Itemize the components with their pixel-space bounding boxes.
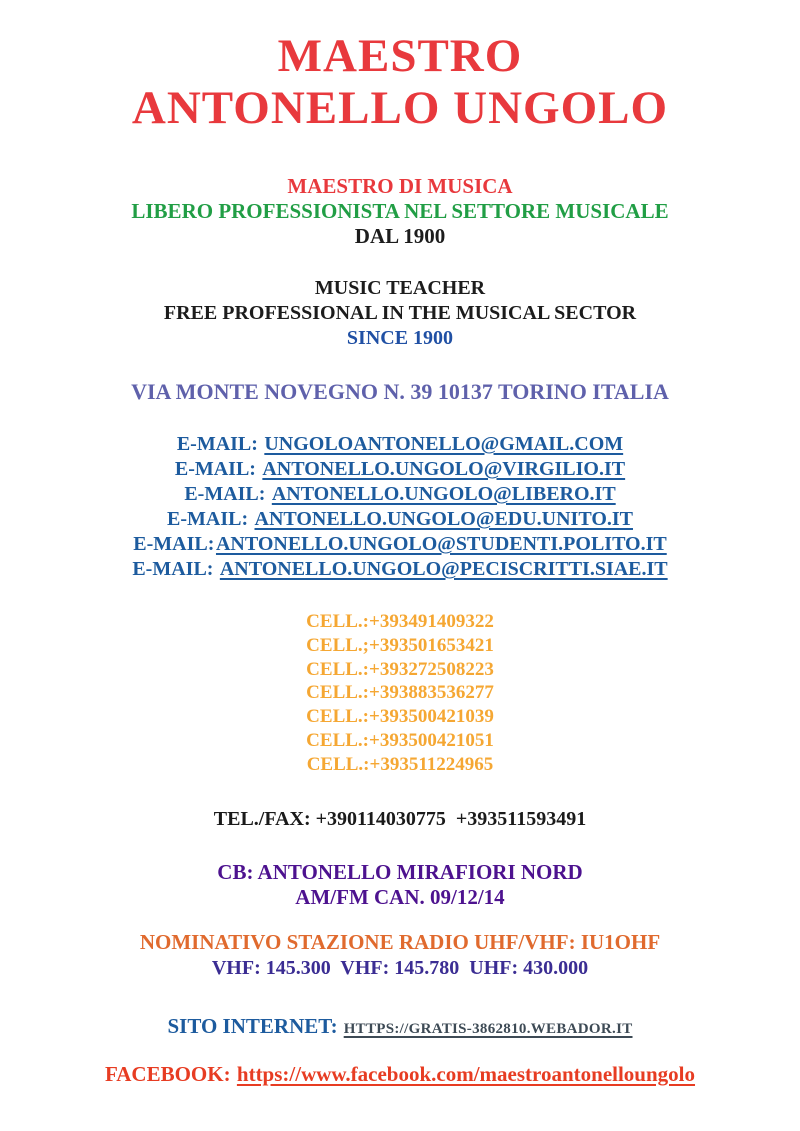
italian-since: DAL 1900 (354, 224, 446, 248)
page-title (0, 30, 800, 134)
subtitle-italian (0, 174, 800, 249)
radio-callsign: NOMINATIVO STAZIONE RADIO UHF/VHF: IU1OHF (139, 929, 661, 954)
facebook-label: FACEBOOK: (104, 1061, 231, 1086)
cell-number: CELL.:+393511224965 (306, 753, 494, 775)
email-link-unito[interactable]: ANTONELLO.UNGOLO@EDU.UNITO.IT (254, 508, 633, 530)
tel-fax-line: TEL./FAX: +390114030775 +393511593491 (213, 807, 587, 830)
website-label: SITO INTERNET: (167, 1013, 338, 1038)
email-row (0, 532, 800, 557)
radio-station-block (0, 930, 800, 982)
cell-number: CELL.:+393500421051 (306, 729, 494, 751)
email-label: E-MAIL: (133, 533, 215, 555)
email-link-libero[interactable]: ANTONELLO.UNGOLO@LIBERO.IT (271, 483, 616, 505)
email-label: E-MAIL: (184, 483, 266, 505)
website-link[interactable]: HTTPS://GRATIS-3862810.WEBADOR.IT (343, 1020, 633, 1037)
italian-profession: LIBERO PROFESSIONISTA NEL SETTORE MUSICALE (131, 199, 669, 223)
facebook-line (0, 1062, 800, 1087)
email-label: E-MAIL: (167, 508, 249, 530)
english-profession: FREE PROFESSIONAL IN THE MUSICAL SECTOR (163, 302, 637, 324)
cell-number: CELL.:+393491409322 (306, 611, 494, 632)
facebook-link[interactable]: https://www.facebook.com/maestroantonelloungolo (236, 1061, 696, 1086)
email-list (0, 432, 800, 582)
cell-number: CELL.;+393501653421 (306, 634, 494, 656)
radio-frequencies: VHF: 145.300 VHF: 145.780 UHF: 430.000 (211, 956, 589, 979)
email-row (0, 432, 800, 457)
street-address: VIA MONTE NOVEGNO N. 39 10137 TORINO ITALIA (131, 379, 669, 404)
english-since: SINCE 1900 (346, 327, 454, 349)
title-line-2: ANTONELLO UNGOLO (131, 82, 669, 134)
cell-number: CELL.:+393883536277 (306, 682, 494, 704)
email-row (0, 457, 800, 482)
english-role: MUSIC TEACHER (314, 277, 486, 299)
email-link-gmail[interactable]: UNGOLOANTONELLO@GMAIL.COM (264, 433, 624, 455)
email-row (0, 507, 800, 532)
cell-number: CELL.:+393500421039 (306, 706, 494, 728)
email-link-polito[interactable]: ANTONELLO.UNGOLO@STUDENTI.POLITO.IT (215, 533, 667, 555)
cb-callsign: CB: ANTONELLO MIRAFIORI NORD (217, 859, 583, 884)
subtitle-english (0, 276, 800, 351)
cb-radio-block (0, 860, 800, 910)
email-link-virgilio[interactable]: ANTONELLO.UNGOLO@VIRGILIO.IT (262, 458, 626, 480)
website-line (0, 1014, 800, 1039)
email-label: E-MAIL: (132, 558, 214, 580)
email-row (0, 482, 800, 507)
title-line-1: MAESTRO (277, 30, 523, 82)
italian-role: MAESTRO DI MUSICA (287, 174, 513, 198)
email-row (0, 557, 800, 582)
email-label: E-MAIL: (174, 458, 256, 480)
cb-channel: AM/FM CAN. 09/12/14 (295, 884, 505, 909)
cell-number: CELL.:+393272508223 (306, 658, 494, 680)
email-label: E-MAIL: (176, 433, 258, 455)
cell-number-list (0, 610, 800, 777)
email-link-siae[interactable]: ANTONELLO.UNGOLO@PECISCRITTI.SIAE.IT (219, 558, 668, 580)
